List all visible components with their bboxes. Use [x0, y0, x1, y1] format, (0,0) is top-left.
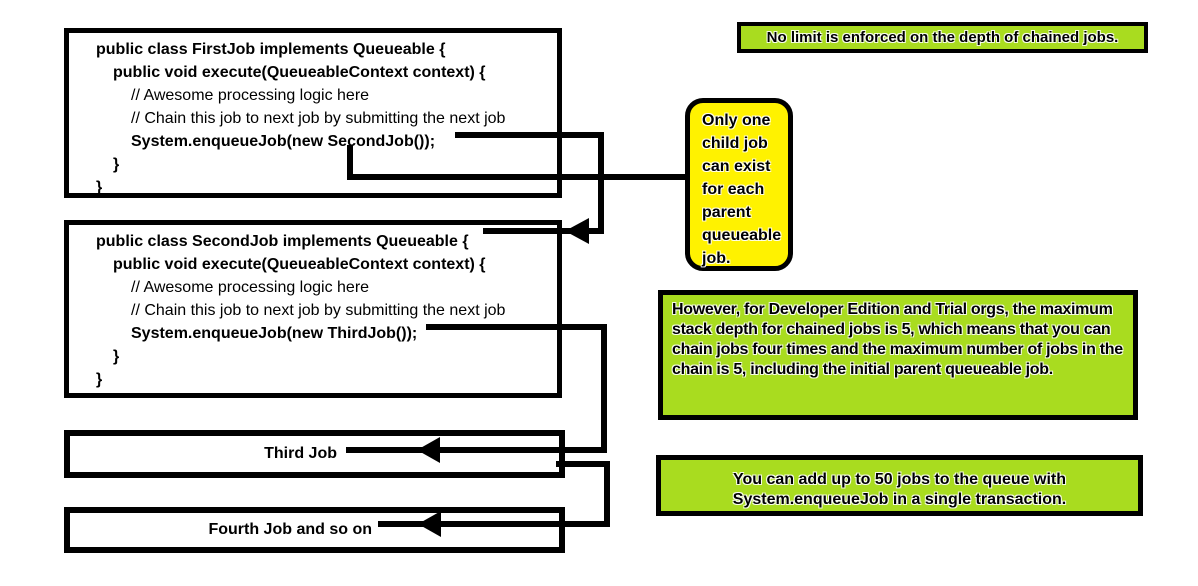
no-limit-callout: [737, 22, 1148, 53]
only-one-child-text: Only one child job can exist for each parent queueable job.: [702, 112, 782, 267]
code-line: }: [113, 348, 120, 365]
fifty-jobs-callout: [656, 455, 1143, 516]
dev-edition-text: However, for Developer Edition and Trial orgs, the maximum stack depth for chained jobs is 5, which means that you can chain jobs four times and the maximum number of jobs in the chain is 5, including the initial parent queueable job.: [672, 301, 1123, 378]
fifty-jobs-text-line2: System.enqueueJob in a single transaction.: [732, 491, 1067, 508]
code-line: public class FirstJob implements Queueable {: [96, 41, 446, 58]
code-line: }: [113, 156, 120, 173]
code-line-comment: // Chain this job to next job by submitting the next job: [131, 110, 506, 127]
code-line-enqueue-secondjob: System.enqueueJob(new SecondJob());: [131, 133, 436, 150]
fifty-jobs-text-line1: You can add up to 50 jobs to the queue with: [732, 471, 1067, 488]
code-line-enqueue-thirdjob: System.enqueueJob(new ThirdJob());: [131, 325, 418, 342]
firstjob-code-box: [64, 28, 562, 198]
code-line: public void execute(QueueableContext context) {: [113, 256, 486, 273]
code-line: public class SecondJob implements Queueable {: [96, 233, 469, 250]
no-limit-text: No limit is enforced on the depth of chained jobs.: [766, 29, 1119, 46]
secondjob-code-box: [64, 220, 562, 398]
only-one-child-callout: [685, 98, 793, 271]
fourth-job-label: Fourth Job and so on: [208, 521, 372, 538]
fourth-job-box: [64, 507, 565, 553]
third-job-label: Third Job: [264, 445, 337, 462]
code-line: public void execute(QueueableContext context) {: [113, 64, 486, 81]
code-line: }: [96, 179, 103, 196]
code-line: }: [96, 371, 103, 388]
code-line-comment: // Chain this job to next job by submitting the next job: [131, 302, 506, 319]
third-job-box: [64, 430, 565, 478]
arrowhead-second-job-icon: [565, 218, 589, 244]
dev-edition-callout: [658, 290, 1138, 420]
code-line-comment: // Awesome processing logic here: [131, 87, 370, 104]
code-line-comment: // Awesome processing logic here: [131, 279, 370, 296]
